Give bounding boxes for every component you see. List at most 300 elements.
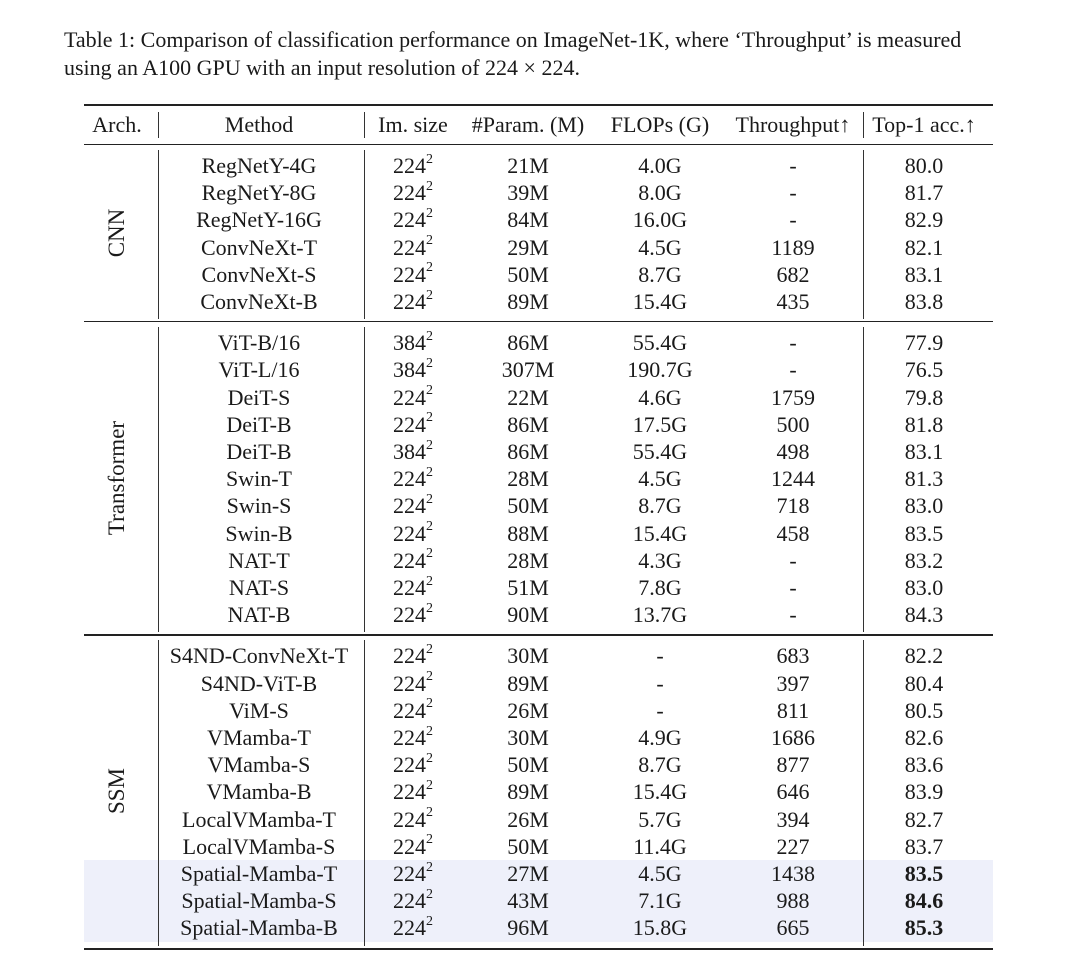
method-cell-text: DeiT-B [226,439,292,464]
flops-cell-text: 8.7G [638,493,682,519]
acc-cell [864,329,984,356]
acc-cell-text: 80.4 [904,670,944,696]
size-cell [368,574,458,601]
acc-cell-text: 81.8 [904,411,944,437]
column-separator [863,150,864,319]
size-exponent: 2 [426,328,433,344]
throughput-cell-text: 877 [776,752,810,778]
column-header [368,105,458,145]
flops-cell [595,914,725,941]
method-cell [154,751,364,778]
size-cell [368,384,458,411]
method-cell-text: ViM-S [229,697,289,723]
method-cell [154,724,364,751]
method-cell [154,411,364,438]
flops-cell [595,438,725,465]
params-cell [463,574,593,601]
method-cell-text: Swin-T [226,466,292,492]
flops-cell [595,234,725,261]
acc-cell [864,697,984,724]
flops-cell-text: 7.1G [638,888,682,914]
params-cell [463,601,593,628]
params-cell [463,520,593,547]
throughput-cell-text: - [789,207,797,233]
size-cell [368,806,458,833]
flops-cell-text: - [656,643,664,669]
size-cell-text: 224 [393,915,426,941]
size-exponent: 2 [426,669,433,685]
flops-cell-text: 4.3G [638,547,682,573]
params-cell [463,206,593,233]
method-cell [154,642,364,669]
size-exponent: 2 [426,437,433,453]
params-cell-text: 84M [507,207,549,233]
method-cell [154,860,364,887]
flops-cell-text: - [656,697,664,723]
size-cell-text: 224 [393,779,426,805]
acc-cell-text: 81.3 [904,466,944,492]
method-cell [154,179,364,206]
size-cell-text: 224 [393,697,426,723]
column-header-text: FLOPs (G) [610,112,710,137]
throughput-cell-text: 718 [776,493,810,519]
acc-cell-text: 85.3 [904,915,944,941]
throughput-cell-text: - [789,357,797,383]
method-cell-text: ViT-B/16 [217,330,301,356]
column-separator [364,150,365,319]
throughput-cell-text: - [789,153,797,178]
size-exponent: 2 [426,750,433,766]
header-separator [158,112,159,138]
size-cell [368,642,458,669]
method-cell [154,670,364,697]
flops-cell [595,751,725,778]
size-cell-text: 224 [393,493,426,519]
size-cell-text: 224 [393,411,426,437]
method-cell [154,356,364,383]
throughput-cell [723,697,863,724]
size-cell [368,833,458,860]
size-exponent: 2 [426,356,433,372]
throughput-cell [723,724,863,751]
acc-cell-text: 83.5 [904,520,944,546]
params-cell [463,234,593,261]
throughput-cell-text: 227 [776,833,810,859]
flops-cell-text: 15.4G [632,289,688,314]
params-cell-text: 29M [507,234,549,260]
size-exponent: 2 [426,573,433,589]
method-cell-text: DeiT-S [227,384,291,410]
method-cell [154,914,364,941]
params-cell [463,860,593,887]
size-exponent: 2 [426,859,433,875]
size-exponent: 2 [426,151,433,167]
acc-cell [864,806,984,833]
params-cell [463,438,593,465]
size-exponent: 2 [426,546,433,562]
acc-cell [864,887,984,914]
acc-cell-text: 84.6 [904,888,944,914]
method-cell [154,465,364,492]
size-cell [368,724,458,751]
params-cell [463,288,593,315]
params-cell-text: 27M [507,861,549,886]
size-exponent: 2 [426,519,433,535]
method-cell [154,384,364,411]
caption-line-1: Table 1: Comparison of classification performance on ImageNet-1K, where ‘Throughput’ is measured [64,27,962,52]
size-cell [368,465,458,492]
throughput-cell-text: 1244 [771,466,815,492]
params-cell-text: 21M [507,153,549,178]
params-cell [463,356,593,383]
flops-cell-text: 4.5G [638,234,682,260]
size-cell-text: 384 [393,357,426,383]
size-cell [368,261,458,288]
throughput-cell [723,438,863,465]
flops-cell-text: 55.4G [632,439,688,464]
params-cell-text: 86M [507,411,549,437]
flops-cell-text: 5.7G [638,806,682,832]
method-cell [154,887,364,914]
params-cell-text: 307M [501,357,555,383]
method-cell-text: Spatial-Mamba-S [181,888,337,914]
acc-cell-text: 76.5 [904,357,944,383]
flops-cell-text: 11.4G [633,833,687,859]
flops-cell [595,670,725,697]
size-cell [368,601,458,628]
throughput-cell-text: - [789,180,797,206]
params-cell-text: 39M [507,180,549,206]
throughput-cell [723,152,863,179]
acc-cell-text: 82.2 [904,643,944,669]
method-cell-text: RegNetY-4G [201,153,317,178]
params-cell [463,152,593,179]
throughput-cell-text: 988 [776,888,810,914]
throughput-cell-text: 683 [776,643,810,669]
flops-cell [595,206,725,233]
throughput-cell-text: 1438 [771,861,815,886]
acc-cell-text: 82.9 [904,207,944,233]
method-cell-text: Spatial-Mamba-B [180,915,338,941]
throughput-cell-text: 458 [776,520,810,546]
method-cell-text: NAT-T [228,547,290,573]
size-cell [368,356,458,383]
method-cell-text: RegNetY-8G [201,180,317,206]
size-cell [368,206,458,233]
throughput-cell [723,670,863,697]
throughput-cell-text: 646 [776,779,810,805]
size-exponent: 2 [426,832,433,848]
acc-cell-text: 83.1 [904,439,944,464]
column-header-text: Throughput↑ [735,112,851,137]
flops-cell [595,547,725,574]
size-cell-text: 224 [393,861,426,886]
column-separator [863,327,864,632]
params-cell [463,411,593,438]
params-cell [463,697,593,724]
params-cell-text: 50M [507,752,549,778]
size-exponent: 2 [426,696,433,712]
flops-cell-text: 4.0G [638,153,682,178]
params-cell [463,887,593,914]
params-cell-text: 89M [507,779,549,805]
size-exponent: 2 [426,260,433,276]
params-cell [463,914,593,941]
params-cell [463,778,593,805]
flops-cell [595,492,725,519]
method-cell-text: DeiT-B [226,411,292,437]
params-cell-text: 90M [507,602,549,628]
method-cell [154,288,364,315]
throughput-cell-text: - [789,575,797,600]
size-cell-text: 224 [393,180,426,206]
size-cell [368,329,458,356]
size-cell-text: 224 [393,520,426,546]
column-header [595,105,725,145]
params-cell-text: 26M [507,697,549,723]
acc-cell [864,833,984,860]
throughput-cell-text: - [789,330,797,356]
size-cell [368,697,458,724]
flops-cell [595,887,725,914]
method-cell [154,601,364,628]
flops-cell [595,329,725,356]
column-header [82,105,152,145]
flops-cell [595,465,725,492]
throughput-cell [723,778,863,805]
flops-cell-text: 4.9G [638,725,682,750]
params-cell [463,670,593,697]
method-cell [154,329,364,356]
method-cell-text: Spatial-Mamba-T [180,861,338,886]
method-cell-text: S4ND-ViT-B [200,670,318,696]
params-cell-text: 89M [507,289,549,314]
throughput-cell-text: 397 [776,670,810,696]
method-cell-text: VMamba-T [207,725,311,750]
params-cell-text: 50M [507,833,549,859]
params-cell [463,384,593,411]
size-cell-text: 224 [393,234,426,260]
size-cell-text: 224 [393,670,426,696]
params-cell-text: 26M [507,806,549,832]
column-separator [158,640,159,945]
throughput-cell-text: - [789,602,797,628]
acc-cell-text: 80.5 [904,697,944,723]
size-cell [368,520,458,547]
flops-cell [595,697,725,724]
size-cell-text: 384 [393,330,426,356]
params-cell [463,642,593,669]
acc-cell-text: 80.0 [904,153,944,178]
column-header-text: Top-1 acc.↑ [872,112,976,137]
acc-cell [864,261,984,288]
size-cell-text: 224 [393,602,426,628]
acc-cell-text: 83.7 [904,833,944,859]
acc-cell [864,411,984,438]
method-cell-text: RegNetY-16G [196,207,322,233]
throughput-cell-text: 1686 [771,725,815,750]
throughput-cell [723,887,863,914]
throughput-cell [723,751,863,778]
throughput-cell-text: 682 [776,261,810,287]
throughput-cell-text: 1189 [771,234,815,260]
size-cell-text: 224 [393,384,426,410]
flops-cell [595,724,725,751]
size-exponent: 2 [426,206,433,222]
acc-cell [864,356,984,383]
method-cell-text: NAT-B [227,602,291,628]
column-header-text: Im. size [378,112,448,137]
method-cell-text: NAT-S [228,575,290,600]
flops-cell-text: 8.0G [638,180,682,206]
throughput-cell [723,288,863,315]
method-cell [154,261,364,288]
flops-cell [595,642,725,669]
size-cell-text: 224 [393,643,426,669]
method-cell-text: ConvNeXt-S [201,261,317,287]
size-exponent: 2 [426,410,433,426]
size-cell-text: 224 [393,833,426,859]
method-cell-text: ConvNeXt-T [200,234,318,260]
flops-cell-text: 190.7G [627,357,693,383]
throughput-cell [723,833,863,860]
method-cell [154,152,364,179]
acc-cell [864,574,984,601]
arch-label-ssm: SSM [104,767,129,815]
throughput-cell-text: 498 [776,439,810,464]
column-separator [364,327,365,632]
method-cell-text: S4ND-ConvNeXt-T [169,643,349,669]
params-cell-text: 86M [507,439,549,464]
throughput-cell-text: 1759 [771,384,815,410]
acc-cell-text: 84.3 [904,602,944,628]
flops-cell [595,520,725,547]
size-exponent: 2 [426,492,433,508]
size-cell [368,670,458,697]
size-cell-text: 224 [393,547,426,573]
throughput-cell-text: 394 [776,806,810,832]
method-cell-text: VMamba-B [206,779,312,805]
acc-cell [864,642,984,669]
column-header [864,105,984,145]
size-cell-text: 224 [393,575,426,600]
flops-cell-text: 15.4G [632,520,688,546]
acc-cell-text: 83.9 [904,779,944,805]
throughput-cell [723,492,863,519]
arch-label-transformer: Transformer [104,420,129,535]
method-cell [154,806,364,833]
params-cell-text: 43M [507,888,549,914]
acc-cell-text: 77.9 [904,330,944,356]
method-cell [154,574,364,601]
params-cell-text: 51M [507,575,549,600]
size-cell-text: 224 [393,289,426,314]
acc-cell-text: 82.7 [904,806,944,832]
throughput-cell [723,601,863,628]
group-rule [84,634,993,635]
acc-cell-text: 83.1 [904,261,944,287]
throughput-cell [723,261,863,288]
method-cell [154,234,364,261]
size-exponent: 2 [426,383,433,399]
bottom-rule [84,948,993,950]
header-separator [364,112,365,138]
params-cell-text: 22M [507,384,549,410]
size-exponent: 2 [426,287,433,303]
column-header-text: #Param. (M) [471,112,585,137]
throughput-cell [723,574,863,601]
method-cell [154,206,364,233]
acc-cell [864,492,984,519]
throughput-cell-text: - [789,547,797,573]
column-header [463,105,593,145]
flops-cell-text: 15.4G [632,779,688,805]
acc-cell [864,547,984,574]
size-cell [368,778,458,805]
acc-cell-text: 83.2 [904,547,944,573]
flops-cell [595,833,725,860]
flops-cell [595,288,725,315]
acc-cell [864,152,984,179]
acc-cell [864,438,984,465]
acc-cell [864,206,984,233]
group-rule [84,321,993,322]
column-header [154,105,364,145]
throughput-cell [723,329,863,356]
flops-cell-text: 55.4G [632,330,688,356]
size-cell-text: 224 [393,207,426,233]
size-cell [368,914,458,941]
params-cell [463,492,593,519]
flops-cell [595,261,725,288]
acc-cell-text: 83.0 [904,493,944,519]
column-separator [364,640,365,945]
method-cell-text: VMamba-S [207,752,311,778]
flops-cell-text: 8.7G [638,261,682,287]
acc-cell-text: 81.7 [904,180,944,206]
method-cell [154,833,364,860]
params-cell-text: 96M [507,915,549,941]
flops-cell-text: 15.8G [632,915,688,941]
method-cell-text: LocalVMamba-T [182,806,336,832]
params-cell [463,547,593,574]
flops-cell [595,778,725,805]
method-cell [154,697,364,724]
throughput-cell [723,547,863,574]
arch-label-cnn: CNN [104,208,129,257]
params-cell [463,329,593,356]
throughput-cell [723,356,863,383]
size-cell [368,411,458,438]
size-cell [368,152,458,179]
size-exponent: 2 [426,886,433,902]
acc-cell-text: 79.8 [904,384,944,410]
header-separator [863,112,864,138]
params-cell-text: 86M [507,330,549,356]
size-cell-text: 224 [393,888,426,914]
throughput-cell [723,179,863,206]
flops-cell-text: - [656,670,664,696]
throughput-cell [723,860,863,887]
header-rule [84,144,993,145]
method-cell [154,520,364,547]
throughput-cell [723,806,863,833]
column-header-text: Method [224,112,294,137]
size-cell [368,492,458,519]
method-cell [154,778,364,805]
acc-cell-text: 82.6 [904,725,944,750]
flops-cell [595,179,725,206]
